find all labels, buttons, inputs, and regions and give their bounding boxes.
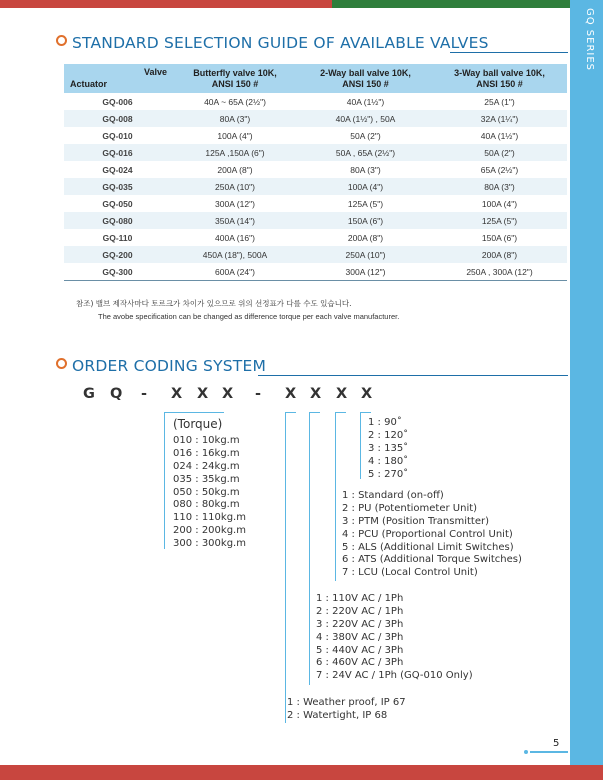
table-row bbox=[64, 212, 567, 229]
option-item: 2 : 220V AC / 1Ph bbox=[316, 605, 404, 617]
option-item: 3 : PTM (Position Transmitter) bbox=[342, 515, 490, 527]
actuator-model-cell: GQ-008 bbox=[64, 110, 171, 127]
actuator-model-cell: GQ-006 bbox=[64, 93, 171, 110]
valve-size-cell: 40A (1½") bbox=[432, 127, 567, 144]
option-item: 7 : LCU (Local Control Unit) bbox=[342, 567, 478, 579]
table-row bbox=[64, 110, 567, 127]
valve-size-cell: 600A (24") bbox=[171, 263, 299, 281]
section-title-selection-guide: STANDARD SELECTION GUIDE OF AVAILABLE VALVES bbox=[56, 34, 489, 52]
code-character: X bbox=[336, 386, 348, 402]
valve-size-cell: 80A (3") bbox=[299, 161, 432, 178]
code-character: X bbox=[222, 386, 234, 402]
code-character: X bbox=[361, 386, 373, 402]
valve-size-cell: 200A (8") bbox=[171, 161, 299, 178]
valve-size-cell: 400A (16") bbox=[171, 229, 299, 246]
series-label: GQ SERIES bbox=[584, 8, 595, 72]
table-row bbox=[64, 178, 567, 195]
option-item: 3 : 220V AC / 3Ph bbox=[316, 618, 404, 630]
page-number: 5 bbox=[553, 738, 560, 749]
table-row bbox=[64, 229, 567, 246]
option-item: 2 : Watertight, IP 68 bbox=[287, 709, 388, 721]
top-photo-strip bbox=[332, 0, 570, 8]
valve-size-cell: 40A ~ 65A (2½") bbox=[171, 93, 299, 110]
heading-rule bbox=[258, 375, 568, 376]
actuator-model-cell: GQ-080 bbox=[64, 212, 171, 229]
actuator-model-cell: GQ-010 bbox=[64, 127, 171, 144]
option-item: 5 : 270˚ bbox=[368, 468, 409, 480]
valve-size-cell: 450A (18"), 500A bbox=[171, 246, 299, 263]
valve-size-cell: 200A (8") bbox=[432, 246, 567, 263]
valve-size-cell: 200A (8") bbox=[299, 229, 432, 246]
valve-size-cell: 50A , 65A (2½") bbox=[299, 144, 432, 161]
option-item: 080 : 80kg.m bbox=[173, 499, 240, 511]
valve-size-cell: 250A (10") bbox=[171, 178, 299, 195]
valve-size-cell: 25A (1") bbox=[432, 93, 567, 110]
torque-options bbox=[173, 417, 246, 551]
valve-size-cell: 50A (2") bbox=[432, 144, 567, 161]
valve-size-cell: 300A (12") bbox=[299, 263, 432, 281]
option-item: 4 : PCU (Proportional Control Unit) bbox=[342, 528, 513, 540]
valve-size-cell: 350A (14") bbox=[171, 212, 299, 229]
enclosure-options bbox=[287, 697, 406, 723]
table-row bbox=[64, 93, 567, 110]
actuator-model-cell: GQ-035 bbox=[64, 178, 171, 195]
option-item: 1 : 110V AC / 1Ph bbox=[316, 593, 404, 604]
valve-size-cell: 80A (3") bbox=[432, 178, 567, 195]
valve-size-cell: 50A (2") bbox=[299, 127, 432, 144]
table-row bbox=[64, 144, 567, 161]
code-character: G bbox=[83, 386, 95, 402]
actuator-model-cell: GQ-016 bbox=[64, 144, 171, 161]
code-character: X bbox=[171, 386, 183, 402]
valve-size-cell: 125A (5") bbox=[432, 212, 567, 229]
table-row bbox=[64, 246, 567, 263]
option-item: 300 : 300kg.m bbox=[173, 538, 246, 550]
circle-bullet-icon bbox=[56, 358, 67, 369]
code-separator: - bbox=[255, 386, 262, 402]
option-item: 016 : 16kg.m bbox=[173, 447, 240, 459]
valve-size-cell: 40A (1½") bbox=[299, 93, 432, 110]
valve-size-cell: 40A (1½") , 50A bbox=[299, 110, 432, 127]
code-character: X bbox=[197, 386, 209, 402]
option-item: 5 : 440V AC / 3Ph bbox=[316, 644, 404, 656]
option-item: 5 : ALS (Additional Limit Switches) bbox=[342, 541, 514, 553]
valve-size-cell: 65A (2½") bbox=[432, 161, 567, 178]
angle-options bbox=[368, 417, 408, 481]
option-item: 6 : ATS (Additional Torque Switches) bbox=[342, 554, 522, 566]
option-item: 2 : PU (Potentiometer Unit) bbox=[342, 502, 478, 514]
option-item: 7 : 24V AC / 1Ph (GQ-010 Only) bbox=[316, 670, 473, 682]
note-english: The avobe specification can be changed as difference torque per each valve manufacturer. bbox=[98, 312, 400, 321]
bottom-color-band bbox=[0, 765, 603, 780]
option-item: 1 : 90˚ bbox=[368, 417, 402, 428]
table-row bbox=[64, 263, 567, 281]
page-rule bbox=[530, 751, 568, 753]
valve-size-cell: 32A (1¼") bbox=[432, 110, 567, 127]
actuator-model-cell: GQ-300 bbox=[64, 263, 171, 281]
option-item: 2 : 120˚ bbox=[368, 429, 409, 441]
note-korean: 참조) 밸브 제작사마다 토르크가 차이가 있으므로 위의 선정표가 다를 수도 있습니다. bbox=[76, 299, 352, 308]
section-title-order-coding: ORDER CODING SYSTEM bbox=[56, 357, 266, 375]
table-row bbox=[64, 195, 567, 212]
option-item: 1 : Standard (on-off) bbox=[342, 490, 444, 501]
header-valve-label: Valve bbox=[143, 67, 167, 77]
option-item: 200 : 200kg.m bbox=[173, 525, 246, 537]
header-actuator-label: Actuator bbox=[70, 79, 108, 89]
valve-size-cell: 100A (4") bbox=[299, 178, 432, 195]
option-item: 050 : 50kg.m bbox=[173, 486, 240, 498]
option-item: 6 : 460V AC / 3Ph bbox=[316, 657, 404, 669]
actuator-model-cell: GQ-110 bbox=[64, 229, 171, 246]
valve-size-cell: 125A (5") bbox=[299, 195, 432, 212]
option-item: 4 : 380V AC / 3Ph bbox=[316, 631, 404, 643]
table-header-row bbox=[64, 64, 567, 93]
option-item: 110 : 110kg.m bbox=[173, 512, 246, 524]
actuator-model-cell: GQ-050 bbox=[64, 195, 171, 212]
option-item: 010 : 10kg.m bbox=[173, 435, 240, 446]
actuator-model-cell: GQ-024 bbox=[64, 161, 171, 178]
option-item: 3 : 135˚ bbox=[368, 442, 409, 454]
table-corner-cell bbox=[64, 64, 171, 93]
valve-size-cell: 100A (4") bbox=[432, 195, 567, 212]
code-separator: - bbox=[141, 386, 148, 402]
option-item: 035 : 35kg.m bbox=[173, 473, 240, 485]
heading-rule bbox=[450, 52, 568, 53]
code-character: X bbox=[310, 386, 322, 402]
option-item: 024 : 24kg.m bbox=[173, 460, 240, 472]
valve-selection-table bbox=[64, 64, 567, 281]
sidebar-band bbox=[570, 0, 603, 765]
valve-size-cell: 80A (3") bbox=[171, 110, 299, 127]
table-row bbox=[64, 161, 567, 178]
bracket-enclosure bbox=[285, 412, 296, 723]
valve-size-cell: 150A (6") bbox=[432, 229, 567, 246]
column-header-2way: 2-Way ball valve 10K, ANSI 150 # bbox=[299, 64, 432, 93]
valve-size-cell: 100A (4") bbox=[171, 127, 299, 144]
column-header-butterfly: Butterfly valve 10K, ANSI 150 # bbox=[171, 64, 299, 93]
option-item: 1 : Weather proof, IP 67 bbox=[287, 697, 406, 708]
valve-size-cell: 300A (12") bbox=[171, 195, 299, 212]
circle-bullet-icon bbox=[56, 35, 67, 46]
option-item: 4 : 180˚ bbox=[368, 455, 409, 467]
valve-size-cell: 150A (6") bbox=[299, 212, 432, 229]
valve-size-cell: 250A , 300A (12") bbox=[432, 263, 567, 281]
column-header-3way: 3-Way ball valve 10K, ANSI 150 # bbox=[432, 64, 567, 93]
actuator-model-cell: GQ-200 bbox=[64, 246, 171, 263]
code-character: Q bbox=[110, 386, 123, 402]
page-dot bbox=[524, 750, 528, 754]
table-row bbox=[64, 127, 567, 144]
valve-size-cell: 250A (10") bbox=[299, 246, 432, 263]
power-options bbox=[316, 593, 473, 683]
valve-size-cell: 125A ,150A (6") bbox=[171, 144, 299, 161]
code-character: X bbox=[285, 386, 297, 402]
control-options bbox=[342, 490, 522, 580]
option-item: (Torque) bbox=[173, 417, 223, 431]
